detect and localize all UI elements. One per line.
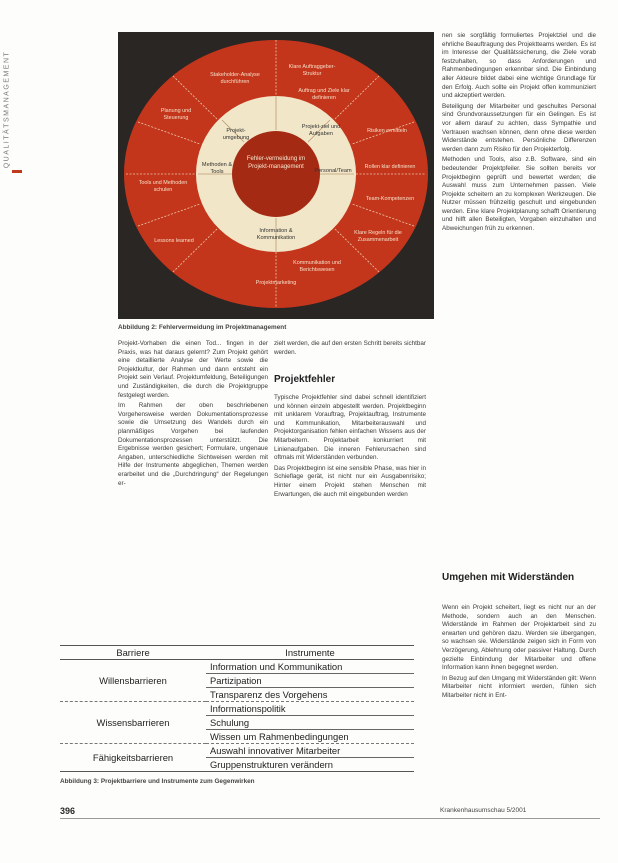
instrument-cell: Transparenz des Vorgehens [206,688,414,702]
fehlervermeidung-figure [118,32,434,319]
page-number: 396 [60,806,76,816]
header-barrier: Barriere [60,646,206,660]
barrier-cell-1: Willensbarrieren [60,660,206,702]
outer-label-8: Kommunikation und Berichtswesen [293,260,341,273]
table-row [60,660,414,674]
instrument-cell: Auswahl innovativer Mitarbeiter [206,744,414,758]
left-paragraph-1: Projekt-Vorhaben die einen Tod... fingen in der Praxis, was hat daraus gelernt? Zum Projekt gehört eine detaillierte Analyse der Werte sowie die Projektkultur, der Rahmen und dann entsteht ein Projekt sein Verlauf. Projektumfeldung, Beteiligungen und Zuständigkeiten, die durch die Projektgruppe festgelegt werden. [118,340,268,399]
mid-label-right-top: Projekt-ziel und Aufgaben [301,124,341,137]
outer-label-9: Projektmarketing [255,280,297,286]
instrument-cell: Informationspolitik [206,702,414,716]
outer-label-5: Rollen klar definieren [364,164,416,170]
right-paragraph-1: nen sie sorgfältig formuliertes Projektziel und die ehrliche Beauftragung des Projektteams werden. Es ist im Interesse der Qualitätssicherung, die Ziele vorab festzuhalten, so dass Anforderungen und Rahmenbedingungen erkennbar sind. Die Einbindung aller Akteure bildet dabei eine wichtige Grundlage für den Erfolg. Auch sollte ein Projekt offen kommuniziert und akzeptiert werden. [442,32,596,100]
center-label: Fehler-vermeidung im Projekt-management [246,156,306,170]
mid-label-left: Methoden & Tools [201,162,233,175]
mid-label-bottom: Information & Kommunikation [256,228,296,241]
right-column-bottom [442,604,596,703]
heading-widerstaende: Umgehen mit Widerständen [442,572,575,583]
left-paragraph-2: Im Rahmen der oben beschriebenen Vorgehensweise werden Dokumentationsprozesse sowie die Umsetzung des Wandels durch ein planmäßiges Vorgehen bei laufenden Dokumentationsprozessen unterstützt. Die Ergebnisse werden gesichert; Formulare, ungenaue Angaben, unterschiedliche Sichtweisen werden mit Hilfe der Instrumente abgeglichen, Themen werden erarbeitet und die „Durchdringung“ der Regelungen er- [118,402,268,487]
outer-label-4: Risiken ermitteln [367,128,407,134]
middle-paragraph-1: Typische Projektfehler sind dabei schnell identifiziert und können einzeln abgestellt werden. Projektbeginn mit unklarem Vorauftrag, Projektauftrag, Instrumente und Kommunikation, Mitarbeiterauswahl und Projektorganisation fehlen einfachen Wissens aus der Mitarbeitern. Projektarbeit konkurriert mit Linienaufgaben. Die inneren Fehlerursachen sind oftmals mit Widerständen verbunden. [274,394,426,462]
center-circle [232,131,320,217]
right-column-top [442,32,596,236]
outer-label-10: Lessons learned [154,238,194,244]
heading-projektfehler: Projektfehler [274,374,336,385]
barrier-cell-2: Wissensbarrieren [60,702,206,744]
outer-label-7: Klare Regeln für die Zusammenarbeit [354,230,402,243]
barrier-table [60,645,414,772]
outer-label-6: Team-Kompetenzen [365,196,415,202]
table-row [60,702,414,716]
outer-label-2: Klare Auftraggeber-Struktur [288,64,336,77]
journal-issue: Krankenhausumschau 5/2001 [440,807,527,814]
section-label-text: QUALITÄTSMANAGEMENT [3,50,11,169]
outer-label-1: Stakeholder-Analyse durchführen [210,72,260,85]
mid-label-right: Personal/Team [314,168,352,174]
figure-3-caption: Abbildung 3: Projektbarriere und Instrumente zum Gegenwirken [60,778,255,785]
middle-paragraph-0: zielt werden, die auf den ersten Schritt bereits sichtbar werden. [274,340,426,356]
instrument-cell: Information und Kommunikation [206,660,414,674]
right-paragraph-3: Methoden und Tools, also z.B. Software, sind ein bedeutender Projektpfeiler. Sie sollten bereits vor Projektbeginn geprüft und bewertet werden; die Auswahl muss zum Unternehmen passen. Viele Projekte scheitern an zu komplexen Werkzeugen. Die Nutzer müssen frühzeitig geschult und eingebunden werden. Eine klare Projektplanung schafft Orientierung und hilft allen Beteiligten, Vorgaben einzuhalten und Abweichungen früh zu erkennen. [442,156,596,233]
instrument-cell: Partizipation [206,674,414,688]
right-paragraph-5: In Bezug auf den Umgang mit Widerständen gilt: Wenn Mitarbeiter nicht informiert werden, fühlen sich Mitarbeiter nicht in Ent- [442,674,596,699]
outer-label-12: Planung und Steuerung [160,108,192,121]
footer-rule [60,818,600,819]
instrument-cell: Schulung [206,716,414,730]
mid-label-top: Projekt-umgebung [222,128,250,141]
table-header-row [60,646,414,660]
section-marker [12,170,22,173]
middle-column-intro [274,340,426,359]
figure-2-caption: Abbildung 2: Fehlervermeidung im Projektmanagement [118,324,287,331]
outer-label-3: Auftrag und Ziele klar definieren [298,88,350,101]
instrument-cell: Wissen um Rahmenbedingungen [206,730,414,744]
middle-column [274,394,426,501]
barrier-cell-3: Fähigkeitsbarrieren [60,744,206,772]
right-paragraph-4: Wenn ein Projekt scheitert, liegt es nicht nur an der Methode, sondern auch an den Menschen. Widerstände im Rahmen der Projektarbeit sind zu erwarten und gehören dazu. Werden sie übergangen, so wachsen sie. Widerstände zeigen sich in Form von Verzögerung, Ablehnung oder passiver Haltung. Durch gezielte Einbindung der Mitarbeiter und offene Information kann ihnen begegnet werden. [442,604,596,672]
instrument-cell: Gruppenstrukturen verändern [206,758,414,772]
circle-diagram [118,32,434,319]
section-label [3,40,24,190]
table-row [60,744,414,758]
left-column [118,340,268,490]
middle-paragraph-2: Das Projektbeginn ist eine sensible Phase, was hier in Schieflage gerät, ist nicht nur ein Ausgabenrisiko; Hinter einem Projekt stehen Menschen mit Erwartungen, die auch mit eingebunden werden [274,464,426,498]
right-paragraph-2: Beteiligung der Mitarbeiter und geschultes Personal sind Grundvoraussetzungen für ein Gelingen. Es ist vor allem darauf zu achten, dass Sympathie und Vertrauen wachsen können, denn ohne diese werden Widerstände entstehen. Persönliche Differenzen werden dann zum Risiko für den Projekterfolg. [442,102,596,153]
outer-label-11: Tools und Methoden schulen [138,180,188,193]
header-instruments: Instrumente [206,646,414,660]
